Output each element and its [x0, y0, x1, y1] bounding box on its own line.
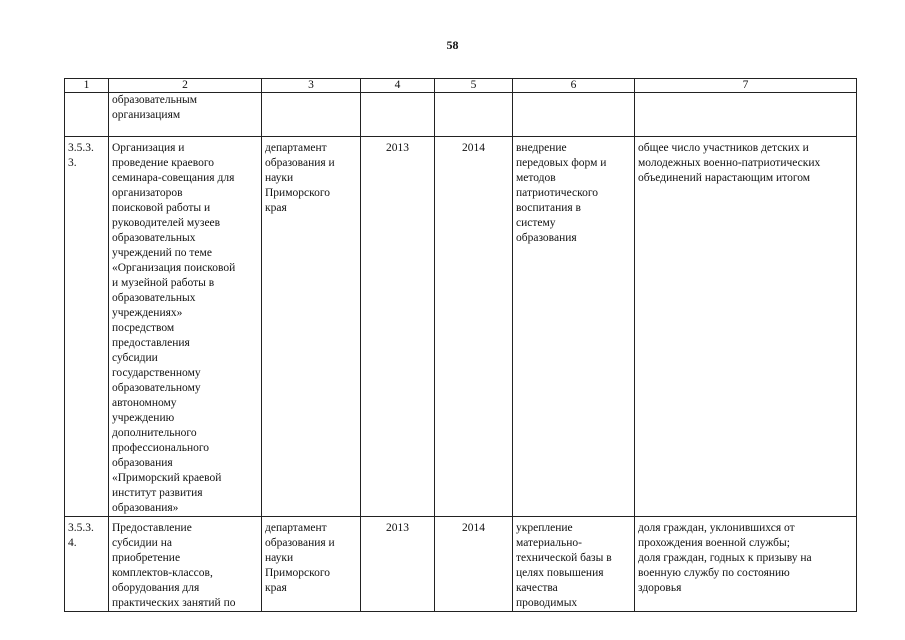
column-header-7: 7: [635, 79, 857, 93]
table-row: [65, 517, 857, 612]
column-header-1: 1: [65, 79, 109, 93]
end-year: 2014: [435, 517, 513, 612]
indicator: доля граждан, уклонившихся от прохождения военной службы; доля граждан, годных к призыву на военную службу по состоянию здоровья: [635, 517, 857, 612]
expected-result: внедрение передовых форм и методов патриотического воспитания в систему образования: [513, 137, 635, 517]
column-header-5: 5: [435, 79, 513, 93]
start-year: [361, 93, 435, 137]
page-number: 58: [446, 38, 459, 52]
end-year: 2014: [435, 137, 513, 517]
column-header-2: 2: [109, 79, 262, 93]
start-year: 2013: [361, 517, 435, 612]
activity-name: образовательным организациям: [109, 93, 262, 137]
activity-name: Предоставление субсидии на приобретение комплектов-классов, оборудования для практических занятий по: [109, 517, 262, 612]
column-header-3: 3: [262, 79, 361, 93]
activity-name: Организация и проведение краевого семинара-совещания для организаторов поисковой работы и руководителей музеев образовательных учреждений по теме «Организация поисковой и музейной работы в образовательных учреждениях» посредством предоставления субсидии государственному образовательному автономному учреждению дополнительного профессионального образования «Приморский краевой институт развития образования»: [109, 137, 262, 517]
start-year: 2013: [361, 137, 435, 517]
indicator: общее число участников детских и молодежных военно-патриотических объединений нарастающим итогом: [635, 137, 857, 517]
column-header-4: 4: [361, 79, 435, 93]
end-year: [435, 93, 513, 137]
table-row: [65, 137, 857, 517]
column-header-6: 6: [513, 79, 635, 93]
row-number: 3.5.3. 4.: [65, 517, 109, 612]
responsible-executor: департамент образования и науки Приморского края: [262, 137, 361, 517]
row-number: 3.5.3. 3.: [65, 137, 109, 517]
row-number: [65, 93, 109, 137]
expected-result: [513, 93, 635, 137]
indicator: [635, 93, 857, 137]
responsible-executor: [262, 93, 361, 137]
table-row: [65, 93, 857, 137]
responsible-executor: департамент образования и науки Приморского края: [262, 517, 361, 612]
table-header-row: [65, 79, 857, 93]
program-activities-table: [64, 78, 857, 612]
expected-result: укрепление материально- технической базы в целях повышения качества проводимых: [513, 517, 635, 612]
